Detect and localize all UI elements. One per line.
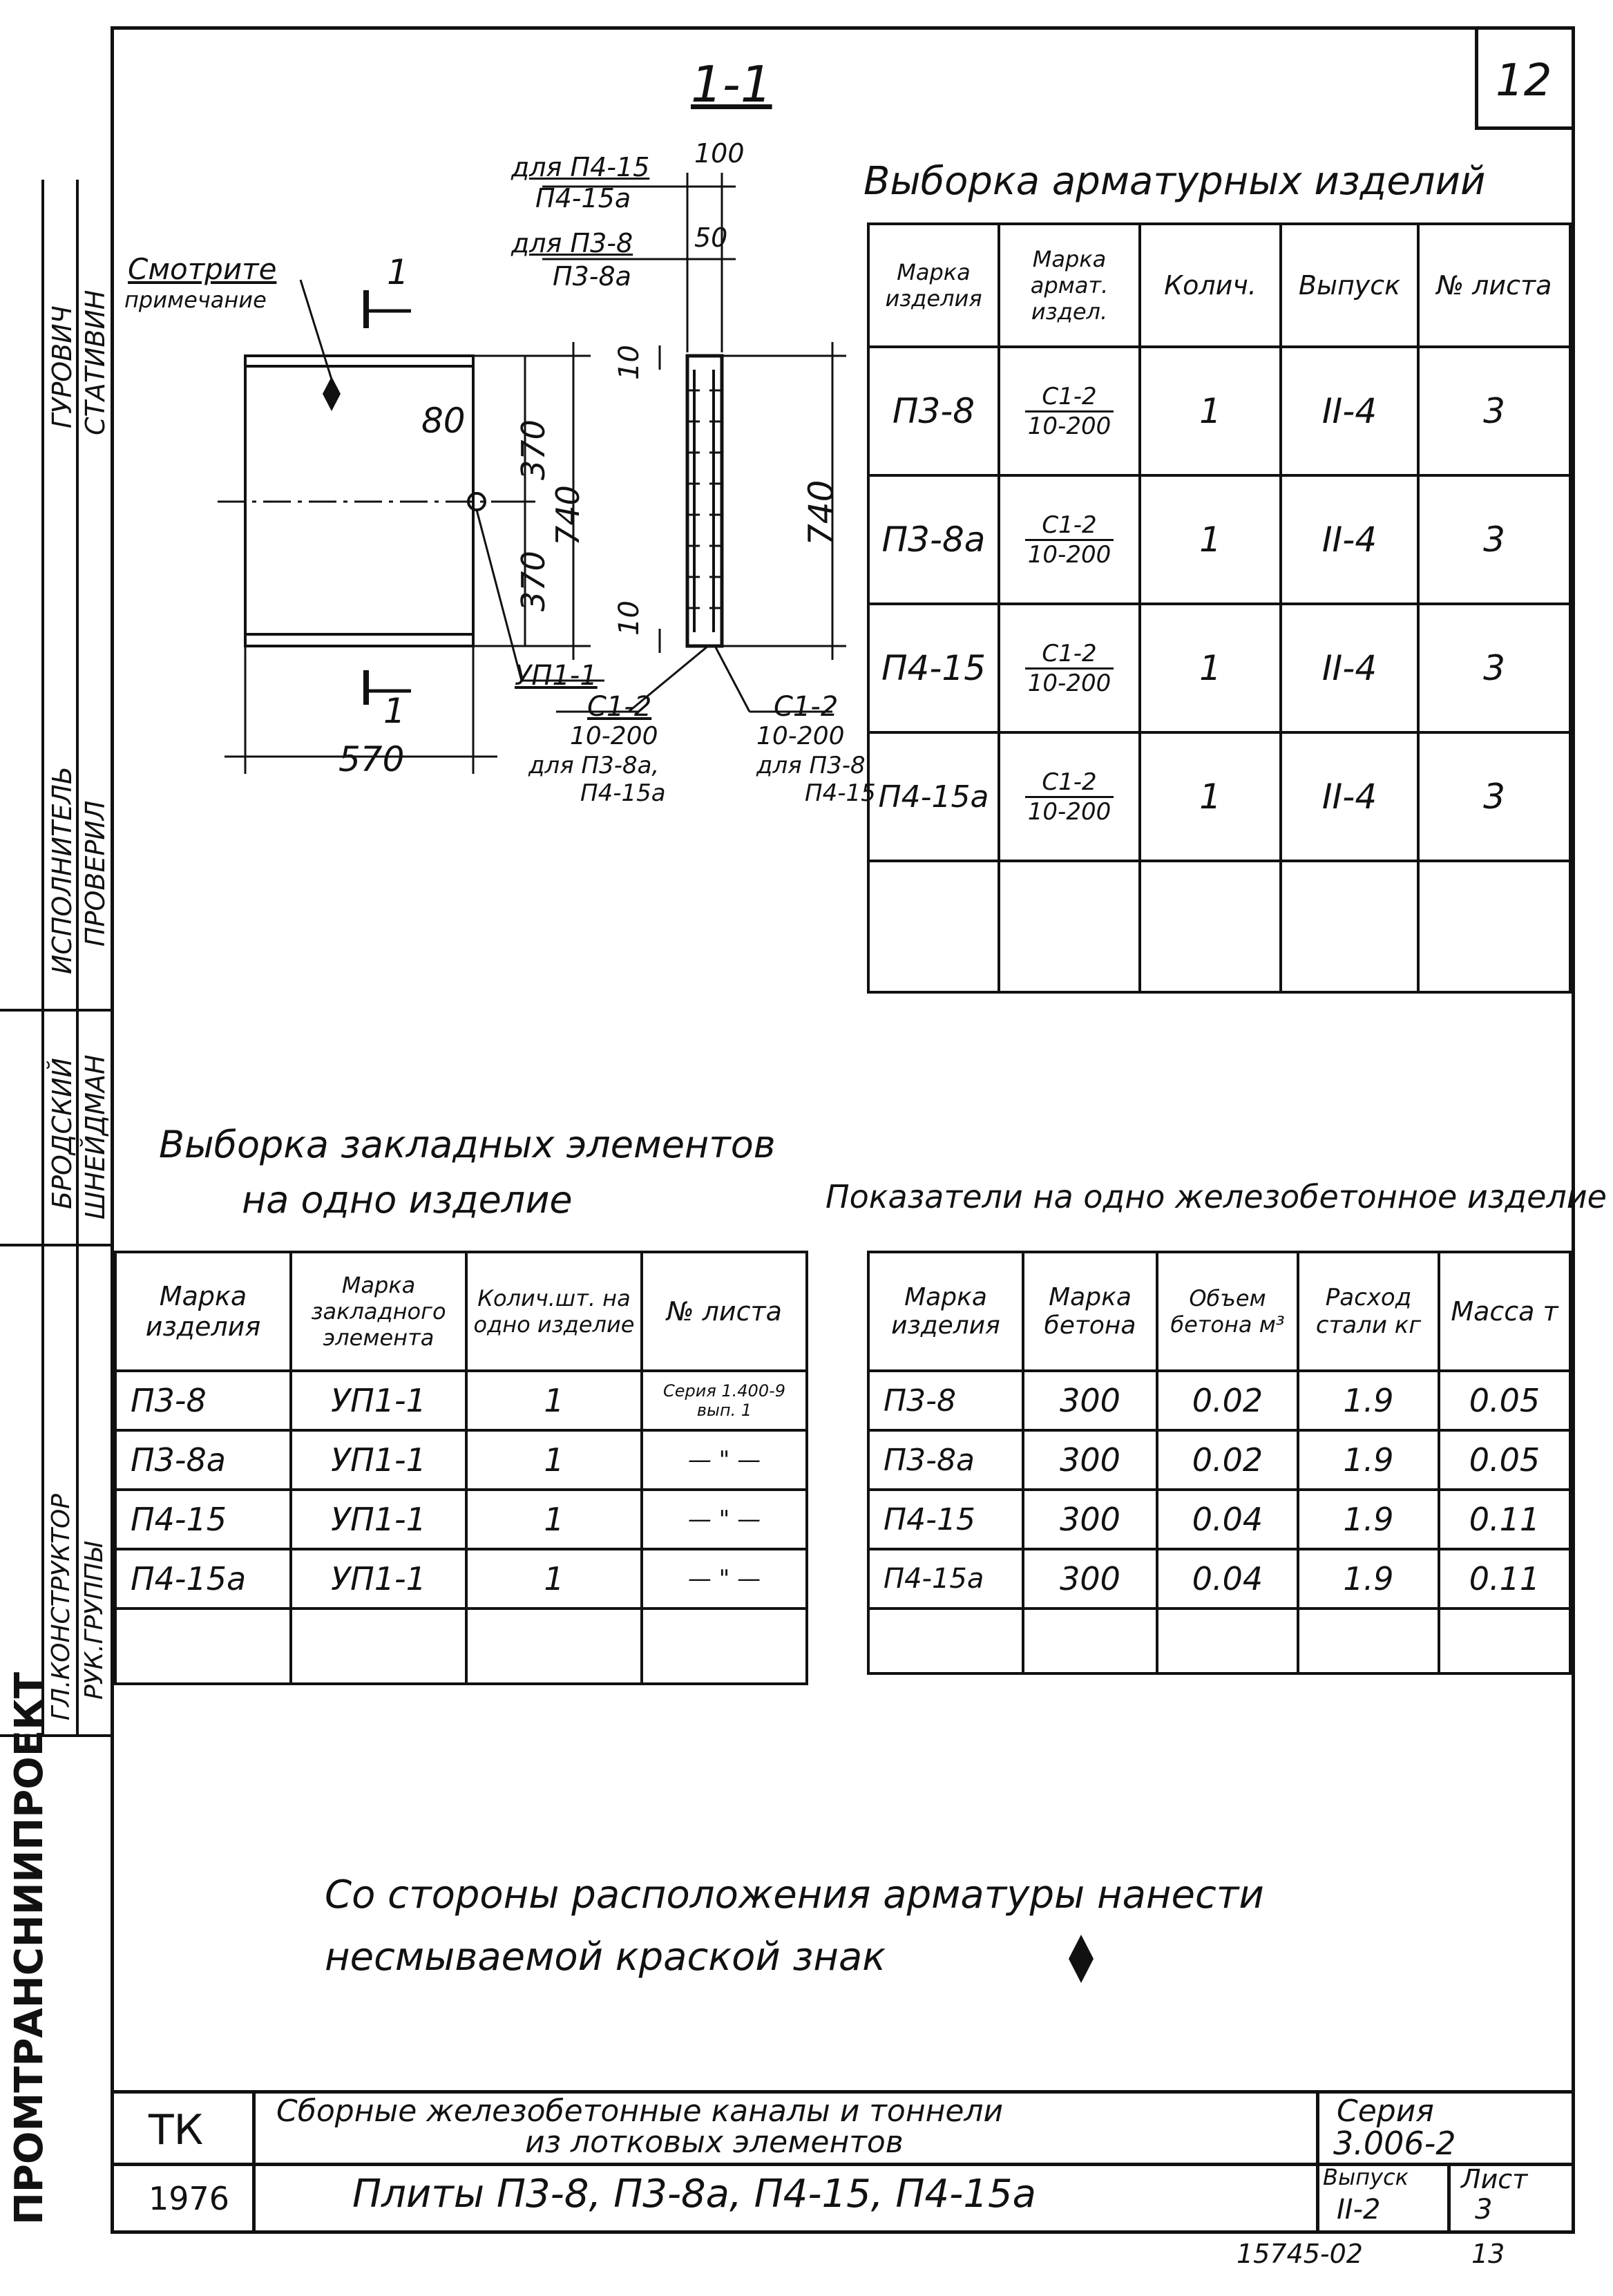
cut-mark-bottom: 1 xyxy=(383,691,405,731)
ind-cell: П3-8 xyxy=(868,1371,1023,1430)
rebar-arm xyxy=(999,347,1140,475)
embed-cell: П4-15а xyxy=(115,1549,291,1609)
ind-cell: П3-8а xyxy=(868,1430,1023,1490)
right-callout-3: для П3-8 xyxy=(756,752,866,779)
ind-th-volume: Объем бетона м³ xyxy=(1157,1252,1298,1371)
table-row xyxy=(868,732,1570,861)
rebar-arm xyxy=(999,604,1140,732)
up-label: УП1-1 xyxy=(515,660,598,692)
embed-cell: П3-8а xyxy=(115,1430,291,1490)
embed-cell: — " — xyxy=(642,1430,807,1490)
rebar-th-qty: Колич. xyxy=(1140,224,1281,347)
dim-10-bottom: 10 xyxy=(613,600,645,636)
ind-cell: 1.9 xyxy=(1298,1490,1439,1549)
left-callout-1: С1-2 xyxy=(587,691,652,723)
rebar-arm xyxy=(999,475,1140,604)
embed-cell: УП1-1 xyxy=(291,1371,466,1430)
side-stamp-divider-1 xyxy=(41,180,44,1734)
stamp-org: ПРОМТРАНСНИИПРОЕКТ xyxy=(7,1671,52,2225)
rebar-mark: П4-15а xyxy=(868,732,999,861)
embed-table-title-1: Выборка закладных элементов xyxy=(159,1123,776,1166)
dim-370-top: 370 xyxy=(515,419,552,480)
footer-code: 15745-02 xyxy=(1237,2239,1363,2269)
note-ref-1: Смотрите xyxy=(128,252,277,286)
table-row xyxy=(868,1490,1570,1549)
stamp-col-shneidman: ШНЕЙДМАН xyxy=(80,1054,111,1220)
rebar-sheet: 3 xyxy=(1418,604,1570,732)
marking-sign-icon xyxy=(1067,1935,1095,1983)
table-row xyxy=(115,1490,807,1549)
right-callout-4: П4-15 xyxy=(805,779,876,807)
ind-cell: 300 xyxy=(1023,1490,1157,1549)
tb-issue-value: II-2 xyxy=(1337,2194,1381,2226)
label-p3-8a: П3-8а xyxy=(553,261,631,292)
rebar-arm-bottom: 10-200 xyxy=(1027,669,1111,697)
dim-100: 100 xyxy=(694,138,745,169)
ind-cell: 0.11 xyxy=(1439,1490,1570,1549)
rebar-mark: П4-15 xyxy=(868,604,999,732)
left-callout-2: 10-200 xyxy=(570,722,658,750)
rebar-arm-bottom: 10-200 xyxy=(1027,540,1111,569)
embed-cell: П4-15 xyxy=(115,1490,291,1549)
rebar-sheet: 3 xyxy=(1418,475,1570,604)
rebar-arm-top: С1-2 xyxy=(1025,383,1114,412)
left-callout-4: П4-15а xyxy=(580,779,666,807)
rebar-th-arm: Марка армат. издел. xyxy=(999,224,1140,347)
rebar-th-mark: Марка изделия xyxy=(868,224,999,347)
dim-370-bottom: 370 xyxy=(515,551,552,611)
embed-cell: П3-8 xyxy=(115,1371,291,1430)
embed-table-title-2: на одно изделие xyxy=(242,1178,573,1222)
rebar-qty: 1 xyxy=(1140,604,1281,732)
stamp-col-brodsky: БРОДСКИЙ xyxy=(47,1058,77,1209)
table-row xyxy=(868,1430,1570,1490)
stamp-name-stativin: СТАТИВИН xyxy=(80,290,111,435)
embed-cell: 1 xyxy=(466,1490,642,1549)
embed-cell: УП1-1 xyxy=(291,1549,466,1609)
table-row xyxy=(115,1430,807,1490)
frame-top-line xyxy=(111,26,1575,30)
note-ref-2: примечание xyxy=(124,287,267,313)
tb-sheet-value: 3 xyxy=(1475,2194,1493,2226)
tb-sheet-label: Лист xyxy=(1461,2164,1528,2194)
table-row xyxy=(868,347,1570,475)
rebar-arm-bottom: 10-200 xyxy=(1027,412,1111,440)
side-stamp-divider-h1 xyxy=(0,1009,111,1012)
footer-page: 13 xyxy=(1471,2239,1505,2269)
rebar-sheet: 3 xyxy=(1418,732,1570,861)
rebar-th-sheet: № листа xyxy=(1418,224,1570,347)
cut-mark-top: 1 xyxy=(387,252,409,292)
tb-year: 1976 xyxy=(149,2180,230,2217)
ind-cell: 0.05 xyxy=(1439,1371,1570,1430)
tb-tk: ТК xyxy=(149,2106,204,2154)
tb-v3 xyxy=(1447,2163,1451,2234)
ind-cell: 1.9 xyxy=(1298,1549,1439,1609)
rebar-qty: 1 xyxy=(1140,475,1281,604)
rebar-qty: 1 xyxy=(1140,347,1281,475)
tb-title-1: Сборные железобетонные каналы и тоннели xyxy=(276,2094,1004,2129)
stamp-col-group-leader: РУК.ГРУППЫ xyxy=(80,1542,108,1700)
ind-cell: П4-15а xyxy=(868,1549,1023,1609)
stamp-col-chief-designer: ГЛ.КОНСТРУКТОР xyxy=(47,1494,75,1720)
rebar-issue: II-4 xyxy=(1281,347,1418,475)
embed-cell: 1 xyxy=(466,1371,642,1430)
embed-cell: — " — xyxy=(642,1490,807,1549)
note-line-1: Со стороны расположения арматуры нанести xyxy=(325,1872,1264,1917)
ind-cell: 0.04 xyxy=(1157,1490,1298,1549)
table-row xyxy=(868,1549,1570,1609)
ind-cell: 0.04 xyxy=(1157,1549,1298,1609)
section-label: 1-1 xyxy=(691,55,772,113)
rebar-arm-bottom: 10-200 xyxy=(1027,797,1111,826)
tb-series-label: Серия xyxy=(1337,2094,1434,2129)
ind-cell: 0.02 xyxy=(1157,1371,1298,1430)
tb-issue-label: Выпуск xyxy=(1323,2164,1409,2190)
rebar-arm-top: С1-2 xyxy=(1025,640,1114,670)
rebar-issue: II-4 xyxy=(1281,475,1418,604)
label-p4-15a: П4-15а xyxy=(535,183,631,214)
side-stamp-divider-h2 xyxy=(0,1244,111,1246)
rebar-issue: II-4 xyxy=(1281,732,1418,861)
embed-th-element: Марка закладного элемента xyxy=(291,1252,466,1371)
right-callout-1: С1-2 xyxy=(774,691,839,723)
indicators-table-title: Показатели на одно железобетонное изделие xyxy=(825,1178,1607,1215)
ind-th-grade: Марка бетона xyxy=(1023,1252,1157,1371)
table-row xyxy=(868,475,1570,604)
rebar-qty: 1 xyxy=(1140,732,1281,861)
ind-th-steel: Расход стали кг xyxy=(1298,1252,1439,1371)
indicators-table xyxy=(867,1251,1572,1675)
table-row xyxy=(115,1549,807,1609)
rebar-issue: II-4 xyxy=(1281,604,1418,732)
tb-h1 xyxy=(114,2163,256,2166)
rebar-table-title: Выборка арматурных изделий xyxy=(863,159,1486,204)
left-callout-3: для П3-8а, xyxy=(528,752,660,779)
stamp-col-executor: ИСПОЛНИТЕЛЬ xyxy=(47,766,77,974)
rebar-arm xyxy=(999,732,1140,861)
tb-subtitle: Плиты П3-8, П3-8а, П4-15, П4-15а xyxy=(352,2172,1036,2217)
tb-title-2: из лотковых элементов xyxy=(525,2125,904,2160)
embed-cell: 1 xyxy=(466,1430,642,1490)
rebar-table xyxy=(867,222,1572,994)
right-callout-2: 10-200 xyxy=(756,722,845,750)
ind-cell: П4-15 xyxy=(868,1490,1023,1549)
ind-cell: 1.9 xyxy=(1298,1430,1439,1490)
stamp-col-checked: ПРОВЕРИЛ xyxy=(80,800,111,947)
ind-cell: 300 xyxy=(1023,1371,1157,1430)
sheet-number: 12 xyxy=(1496,55,1552,106)
embed-cell: УП1-1 xyxy=(291,1430,466,1490)
rebar-arm-top: С1-2 xyxy=(1025,768,1114,798)
section-outline xyxy=(687,356,722,646)
table-row xyxy=(868,1371,1570,1430)
embed-th-qty: Колич.шт. на одно изделие xyxy=(466,1252,642,1371)
embed-th-sheet: № листа xyxy=(642,1252,807,1371)
ind-cell: 1.9 xyxy=(1298,1371,1439,1430)
frame-right-line xyxy=(1572,26,1575,2234)
dim-80: 80 xyxy=(421,401,466,441)
ind-cell: 0.02 xyxy=(1157,1430,1298,1490)
table-row xyxy=(115,1609,807,1684)
rebar-mark: П3-8 xyxy=(868,347,999,475)
embed-cell: 1 xyxy=(466,1549,642,1609)
embed-cell: — " — xyxy=(642,1549,807,1609)
embed-table xyxy=(114,1251,808,1685)
rebar-arm-top: С1-2 xyxy=(1025,511,1114,541)
table-row xyxy=(115,1371,807,1430)
tb-h2 xyxy=(256,2163,1319,2166)
ind-cell: 0.11 xyxy=(1439,1549,1570,1609)
ind-cell: 300 xyxy=(1023,1430,1157,1490)
dim-740-right: 740 xyxy=(801,480,841,546)
embed-th-mark: Марка изделия xyxy=(115,1252,291,1371)
ind-cell: 300 xyxy=(1023,1549,1157,1609)
note-line-2: несмываемой краской знак xyxy=(325,1935,886,1980)
rebar-mark: П3-8а xyxy=(868,475,999,604)
table-row xyxy=(868,1609,1570,1673)
embed-cell: Серия 1.400-9 вып. 1 xyxy=(642,1371,807,1430)
embed-cell: УП1-1 xyxy=(291,1490,466,1549)
ind-th-mass: Масса т xyxy=(1439,1252,1570,1371)
dim-10-top: 10 xyxy=(613,345,645,380)
dim-50: 50 xyxy=(694,222,728,253)
table-row xyxy=(868,861,1570,992)
tb-series-value: 3.006-2 xyxy=(1333,2125,1456,2162)
ind-th-mark: Марка изделия xyxy=(868,1252,1023,1371)
table-row xyxy=(868,604,1570,732)
dim-570: 570 xyxy=(338,739,405,779)
rebar-th-issue: Выпуск xyxy=(1281,224,1418,347)
marking-diamond xyxy=(323,377,341,411)
rebar-sheet: 3 xyxy=(1418,347,1570,475)
stamp-name-gurovich: ГУРОВИЧ xyxy=(47,305,77,428)
for-p4-15: для П4-15 xyxy=(511,152,650,182)
for-p3-8: для П3-8 xyxy=(511,228,633,258)
dim-740-left: 740 xyxy=(549,485,586,546)
ind-cell: 0.05 xyxy=(1439,1430,1570,1490)
